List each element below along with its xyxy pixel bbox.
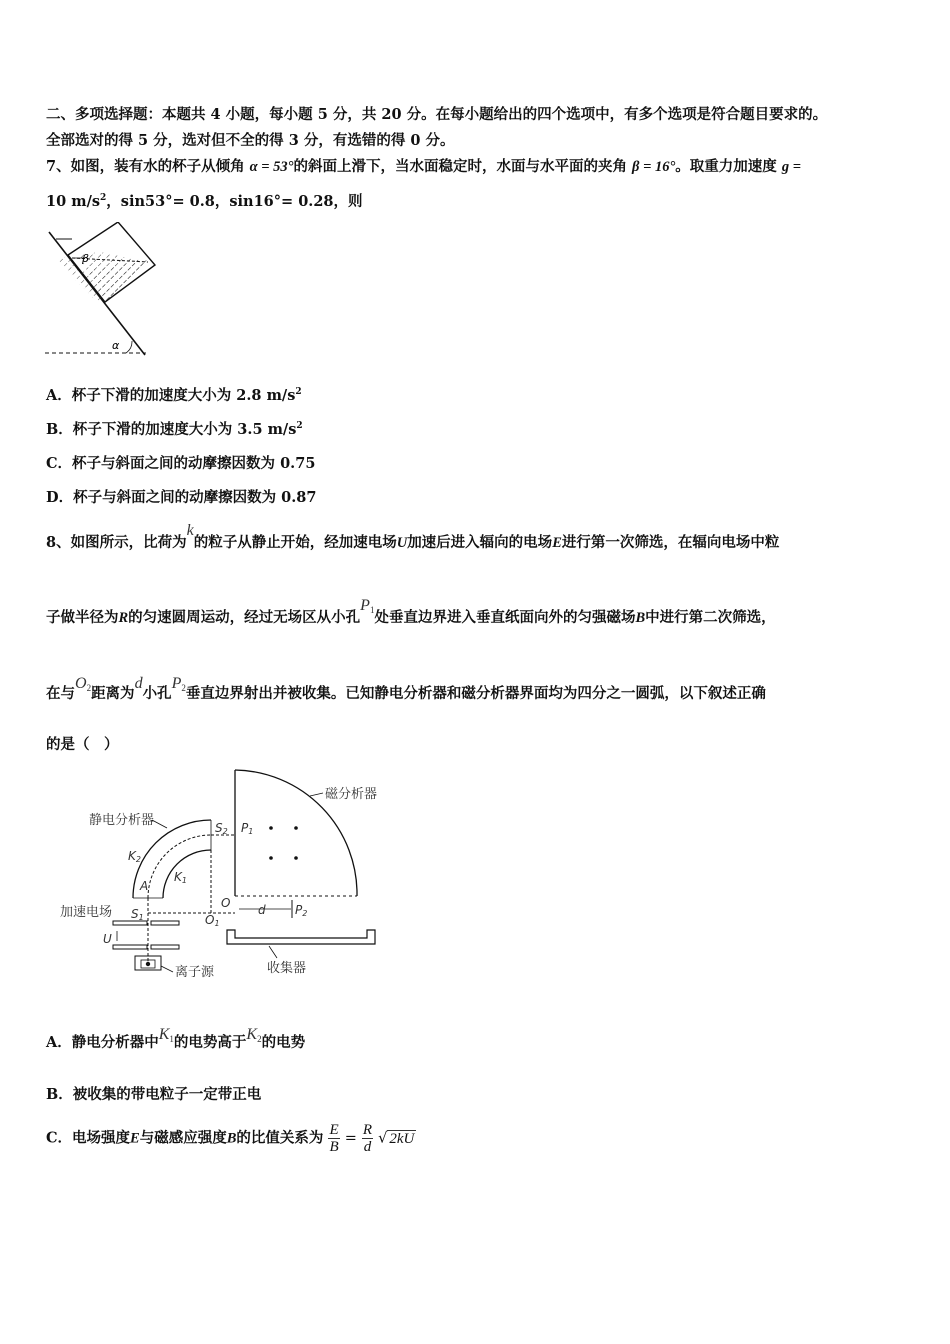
svg-text:O1: O1 (205, 913, 220, 928)
label-magnetic: 磁分析器 (325, 787, 378, 802)
svg-text:O: O (221, 896, 231, 910)
beta-label: β (82, 252, 90, 265)
svg-text:P1: P1 (241, 821, 254, 836)
q8-stem-line2: 子做半径为R的匀速圆周运动，经过无场区从小孔$P_1$处垂直边界进入垂直纸面向外的匀强磁场B中进行第二次筛选， (46, 597, 776, 626)
q7-option-d[interactable]: D．杯子与斜面之间的动摩擦因数为 0.87 (46, 489, 317, 506)
collector (227, 930, 375, 944)
q8-option-a[interactable]: A．静电分析器中$K_1$的电势高于$K_2$的电势 (46, 1026, 306, 1051)
svg-text:S2: S2 (215, 821, 228, 836)
q8-analyzer-figure (55, 768, 395, 988)
q8-stem-line1: 8、如图所示，比荷为k的粒子从静止开始，经加速电场U加速后进入辐向的电场E进行第一次筛选，在辐向电场中粒 (46, 522, 780, 551)
fraction-r-over-d: $\frac{R}{d}$ (362, 1122, 373, 1155)
fraction-e-over-b: $\frac{E}{B}$ (329, 1122, 339, 1155)
q7-stem-line2: 10 $m/s^2$，sin53°= 0.8，sin16°= 0.28，则 (46, 193, 363, 210)
q8-stem-line3: 在与$O_2$距离为d小孔$P_2$垂直边界射出并被收集。已知静电分析器和磁分析器界面均为四分之一圆弧，以下叙述正确 (46, 675, 766, 702)
q7-stem-line1: 7、如图，装有水的杯子从倾角 α = 53°的斜面上滑下，当水面稳定时，水面与水平面的夹角 β = 16°。取重力加速度 g = (46, 158, 801, 175)
svg-text:d: d (258, 903, 266, 917)
q7-option-b[interactable]: B．杯子下滑的加速度大小为 3.5 $m/s^2$ (46, 421, 303, 438)
particle-path (148, 835, 211, 898)
inner-electrode-k1 (163, 850, 211, 898)
q8-option-b[interactable]: B．被收集的带电粒子一定带正电 (46, 1086, 262, 1103)
label-collector: 收集器 (267, 961, 307, 976)
label-accel-field: 加速电场 (60, 905, 113, 920)
label-ion-source: 离子源 (175, 965, 215, 980)
alpha-label: α (112, 339, 120, 352)
section-header-line1: 二、多项选择题：本题共 4 小题，每小题 5 分，共 20 分。在每小题给出的四个选项中，有多个选项是符合题目要求的。 (46, 106, 828, 123)
svg-text:K1: K1 (174, 870, 187, 885)
q8-stem-line4: 的是（ ） (46, 736, 119, 753)
q7-option-a[interactable]: A．杯子下滑的加速度大小为 2.8 $m/s^2$ (46, 387, 302, 404)
q7-option-c[interactable]: C．杯子与斜面之间的动摩擦因数为 0.75 (46, 455, 316, 472)
q7-incline-figure (40, 222, 160, 362)
lower-plate (113, 945, 147, 949)
sqrt-2ku: 2kU (389, 1130, 415, 1147)
svg-text:A: A (140, 879, 149, 893)
svg-text:S1: S1 (131, 907, 144, 922)
svg-text:P2: P2 (295, 903, 308, 918)
q8-option-c[interactable]: C．电场强度E与磁感应强度B的比值关系为 $\frac{E}{B}$ = $\frac{R}{d}$ √ 2kU (46, 1122, 415, 1155)
label-electrostatic: 静电分析器 (89, 813, 155, 828)
svg-text:U: U (103, 932, 112, 946)
svg-text:K2: K2 (128, 849, 141, 864)
section-header-line2: 全部选对的得 5 分，选对但不全的得 3 分，有选错的得 0 分。 (46, 132, 455, 149)
